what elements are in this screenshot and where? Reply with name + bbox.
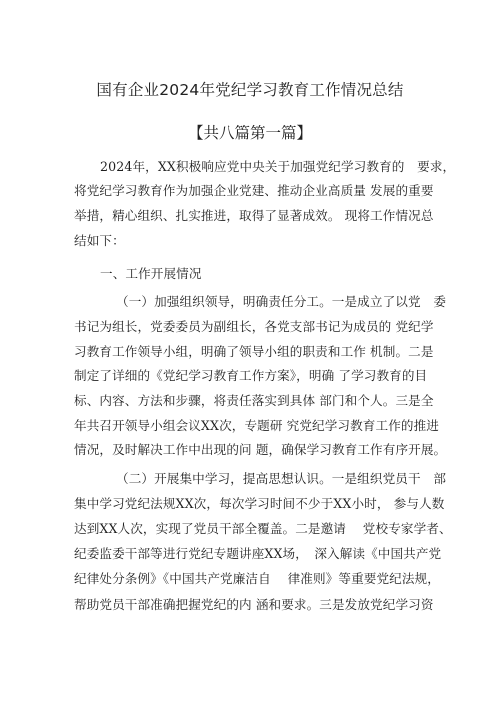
document-title: 国有企业2024年党纪学习教育工作情况总结 <box>96 81 404 99</box>
body-line: 制定了详细的《党纪学习教育工作方案》，明确 了学习教育的目 <box>74 368 428 383</box>
body-line: （二）开展集中学习，提高思想认识。一是组织党员干 部 <box>116 471 447 486</box>
section-heading: 一、工作开展情况 <box>100 266 202 281</box>
body-line: 结如下： <box>74 233 125 248</box>
body-line: 达到XX人次，实现了党员干部全覆盖。二是邀请 党校专家学者、 <box>74 521 452 536</box>
body-line: 年共召开领导小组会议XX次，专题研 究党纪学习教育工作的推进 <box>74 418 439 433</box>
body-line: 书记为组长，党委委员为副组长，各党支部书记为成员的 党纪学 <box>74 319 434 334</box>
body-line: 习教育工作领导小组，明确了领导小组的职责和工作 机制。二是 <box>74 344 434 359</box>
body-line: 情况，及时解决工作中出现的问 题，确保学习教育工作有序开展。 <box>74 442 447 457</box>
body-line: 举措，精心组织、扎实推进，取得了显著成效。 现将工作情况总 <box>74 208 434 223</box>
body-line: 标、内容、方法和步骤，将责任落实到具体 部门和个人。三是全 <box>74 393 434 408</box>
body-line: 帮助党员干部准确把握党纪的内 涵和要求。三是发放党纪学习资 <box>74 597 434 612</box>
body-line: 纪委监委干部等进行党纪专题讲座XX场， 深入解读《中国共产党 <box>74 546 442 561</box>
document-subtitle: 【共八篇第一篇】 <box>187 124 312 142</box>
body-line: 纪律处分条例》《中国共产党廉洁自 律准则》等重要党纪法规， <box>74 571 440 586</box>
body-line: 将党纪学习教育作为加强企业党建、推动企业高质量 发展的重要 <box>74 183 434 198</box>
body-line: （一）加强组织领导，明确责任分工。一是成立了以党 委 <box>116 294 447 309</box>
body-line: 2024年，XX积极响应党中央关于加强党纪学习教育的 要求， <box>100 159 456 174</box>
body-line: 集中学习党纪法规XX次，每次学习时间不少于XX小时， 参与人数 <box>74 496 445 511</box>
